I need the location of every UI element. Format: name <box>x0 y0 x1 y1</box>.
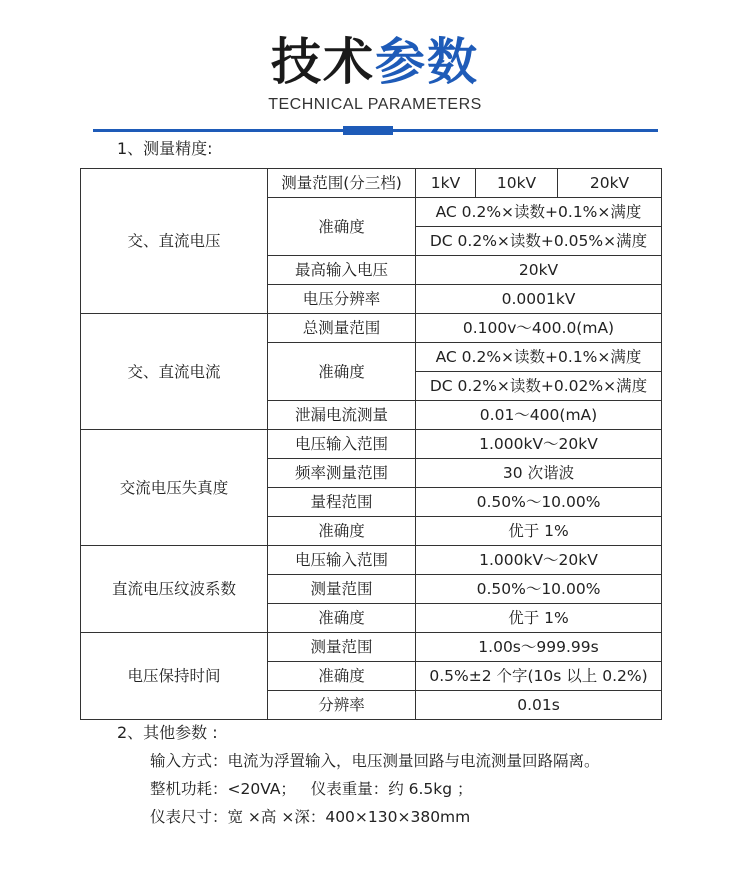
title-dark-text: 技术 <box>271 33 375 91</box>
param-label: 测量范围 <box>268 575 416 604</box>
param-value: 1.000kV～20kV <box>416 430 662 459</box>
param-label: 最高输入电压 <box>268 256 416 285</box>
param-label: 量程范围 <box>268 488 416 517</box>
category-ac-dc-current: 交、直流电流 <box>81 314 268 430</box>
param-value: AC 0.2%×读数+0.1%×满度 <box>416 343 662 372</box>
param-value: DC 0.2%×读数+0.05%×满度 <box>416 227 662 256</box>
other-param-power-weight: 整机功耗：<20VA； 仪表重量：约 6.5kg ； <box>150 780 473 798</box>
table-row <box>81 633 662 662</box>
param-label: 准确度 <box>268 343 416 401</box>
table-row <box>81 314 662 343</box>
title-divider-accent <box>343 126 393 135</box>
param-value: AC 0.2%×读数+0.1%×满度 <box>416 198 662 227</box>
param-value: 30 次谐波 <box>416 459 662 488</box>
title-accent-text: 参数 <box>375 33 479 91</box>
section1-heading: 1、测量精度: <box>117 139 213 158</box>
param-label: 电压分辨率 <box>268 285 416 314</box>
param-label: 分辨率 <box>268 691 416 720</box>
param-value: 优于 1% <box>416 604 662 633</box>
other-param-dimensions: 仪表尺寸：宽 ×高 ×深：400×130×380mm <box>150 808 471 826</box>
section2-heading: 2、其他参数 : <box>117 723 218 742</box>
param-value: 优于 1% <box>416 517 662 546</box>
param-value: 20kV <box>416 256 662 285</box>
param-value: 0.01s <box>416 691 662 720</box>
param-label: 电压输入范围 <box>268 546 416 575</box>
range-10kv: 10kV <box>476 169 558 198</box>
category-dc-ripple: 直流电压纹波系数 <box>81 546 268 633</box>
param-label: 总测量范围 <box>268 314 416 343</box>
range-1kv: 1kV <box>416 169 476 198</box>
category-ac-dc-voltage: 交、直流电压 <box>81 169 268 314</box>
param-value: 0.01～400(mA) <box>416 401 662 430</box>
category-voltage-hold-time: 电压保持时间 <box>81 633 268 720</box>
category-ac-voltage-distortion: 交流电压失真度 <box>81 430 268 546</box>
param-value: 1.00s～999.99s <box>416 633 662 662</box>
param-value: DC 0.2%×读数+0.02%×满度 <box>416 372 662 401</box>
page-title <box>0 30 750 94</box>
param-label: 准确度 <box>268 662 416 691</box>
param-label: 准确度 <box>268 604 416 633</box>
param-label: 准确度 <box>268 198 416 256</box>
table-row <box>81 169 662 198</box>
param-value: 0.50%～10.00% <box>416 488 662 517</box>
param-label: 测量范围 <box>268 633 416 662</box>
param-label: 测量范围(分三档) <box>268 169 416 198</box>
table-row <box>81 430 662 459</box>
range-20kv: 20kV <box>558 169 662 198</box>
page-subtitle: TECHNICAL PARAMETERS <box>268 96 482 113</box>
param-label: 准确度 <box>268 517 416 546</box>
param-value: 0.0001kV <box>416 285 662 314</box>
other-param-input-mode: 输入方式：电流为浮置输入，电压测量回路与电流测量回路隔离。 <box>150 752 600 770</box>
param-value: 0.5%±2 个字(10s 以上 0.2%) <box>416 662 662 691</box>
param-value: 1.000kV～20kV <box>416 546 662 575</box>
param-value: 0.100v～400.0(mA) <box>416 314 662 343</box>
param-label: 泄漏电流测量 <box>268 401 416 430</box>
parameters-table <box>80 168 662 720</box>
table-row <box>81 546 662 575</box>
param-label: 电压输入范围 <box>268 430 416 459</box>
param-value: 0.50%～10.00% <box>416 575 662 604</box>
param-label: 频率测量范围 <box>268 459 416 488</box>
